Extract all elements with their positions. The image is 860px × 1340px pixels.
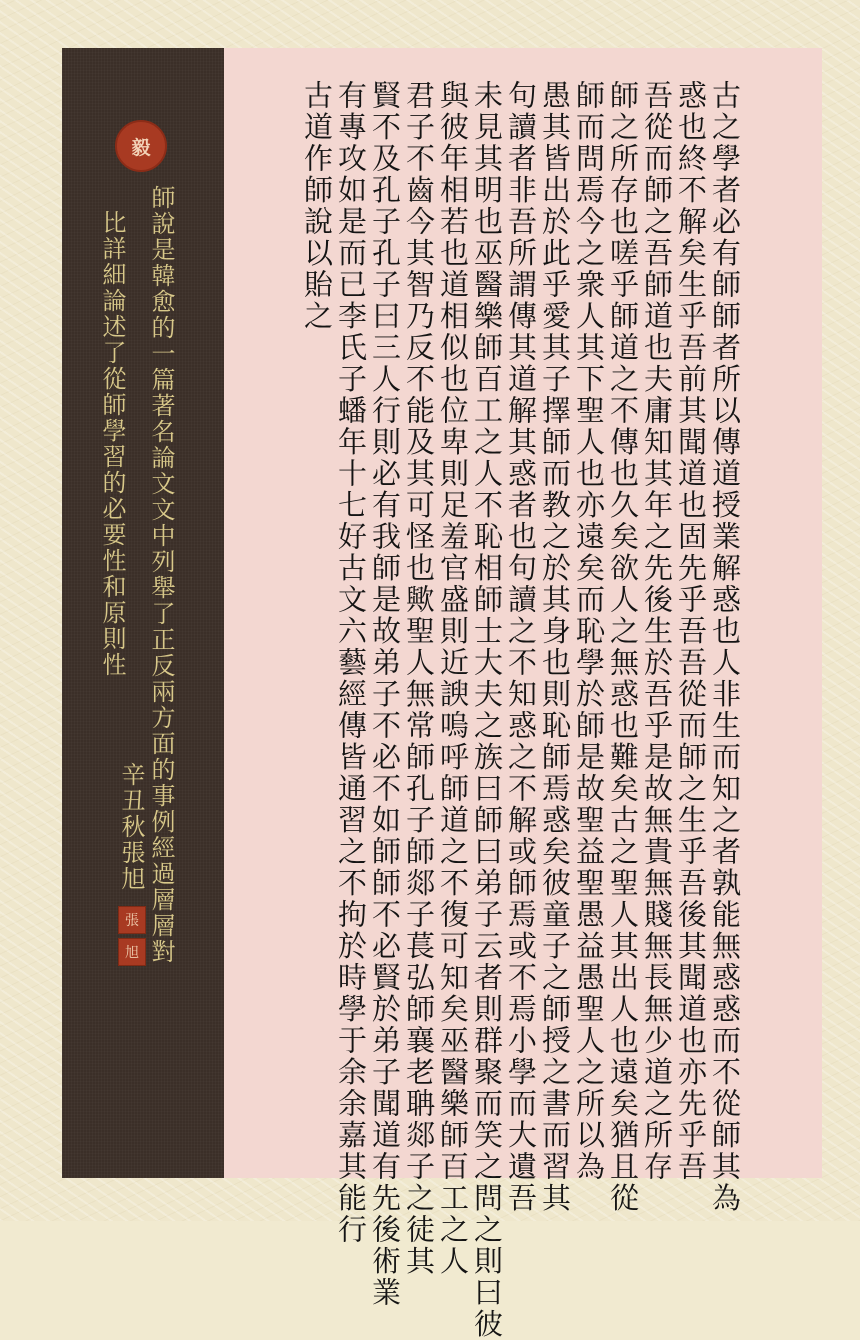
main-text-column-8: 未見其明也巫醫樂師百工之人不恥相師士大夫之族曰師曰弟子云者則群聚而笑之問之則曰彼 <box>470 80 504 1340</box>
square-seal-stamp-2: 旭 <box>118 938 146 966</box>
main-text-column-11: 賢不及孔子孔子曰三人行則必有我師是故弟子不必不如師師不必賢於弟子聞道有先後術業 <box>368 80 402 1309</box>
main-text-column-13: 古道作師說以貽之 <box>300 80 334 332</box>
main-text-column-7: 句讀者非吾所謂傳其道解其惑者也句讀之不知惑之不解或師焉或不焉小學而大遺吾 <box>504 80 538 1214</box>
round-seal-character: 毅 <box>131 136 151 159</box>
square-seal-stamp-1: 張 <box>118 906 146 934</box>
annotation-panel <box>62 48 224 1178</box>
main-text-column-3: 吾從而師之吾師道也夫庸知其年之先後生於吾乎是故無貴無賤無長無少道之所存 <box>640 80 674 1183</box>
main-text-column-6: 愚其皆出於此乎愛其子擇師而教之於其身也則恥師焉惑矣彼童子之師授之書而習其 <box>538 80 572 1214</box>
main-text-column-4: 師之所存也嗟乎師道之不傳也久矣欲人之無惑也難矣古之聖人其出人也遠矣猶且從 <box>606 80 640 1214</box>
annotation-column-2: 比詳細論述了從師學習的必要性和原則性 <box>98 210 126 678</box>
main-text-column-10: 君子不齒今其智乃反不能及其可怪也歟聖人無常師孔子師郯子萇弘師襄老聃郯子之徒其 <box>402 80 436 1277</box>
main-text-column-1: 古之學者必有師師者所以傳道授業解惑也人非生而知之者孰能無惑惑而不從師其為 <box>708 80 742 1214</box>
main-text-column-9: 與彼年相若也道相似也位卑則足羞官盛則近諛嗚呼師道之不復可知矣巫醫樂師百工之人 <box>436 80 470 1277</box>
round-seal-stamp <box>115 120 167 172</box>
main-text-column-5: 師而問焉今之衆人其下聖人也亦遠矣而恥學於師是故聖益聖愚益愚聖人之所以為 <box>572 80 606 1183</box>
main-text-column-12: 有專攻如是而已李氏子蟠年十七好古文六藝經傳皆通習之不拘於時學于余余嘉其能行 <box>334 80 368 1246</box>
main-text-column-2: 惑也終不解矣生乎吾前其聞道也固先乎吾吾從而師之生乎吾後其聞道也亦先乎吾 <box>674 80 708 1183</box>
annotation-column-1: 師說是韓愈的一篇著名論文文中列舉了正反兩方面的事例經過層層對 <box>147 185 175 965</box>
signature: 辛丑秋張旭 <box>117 762 145 892</box>
